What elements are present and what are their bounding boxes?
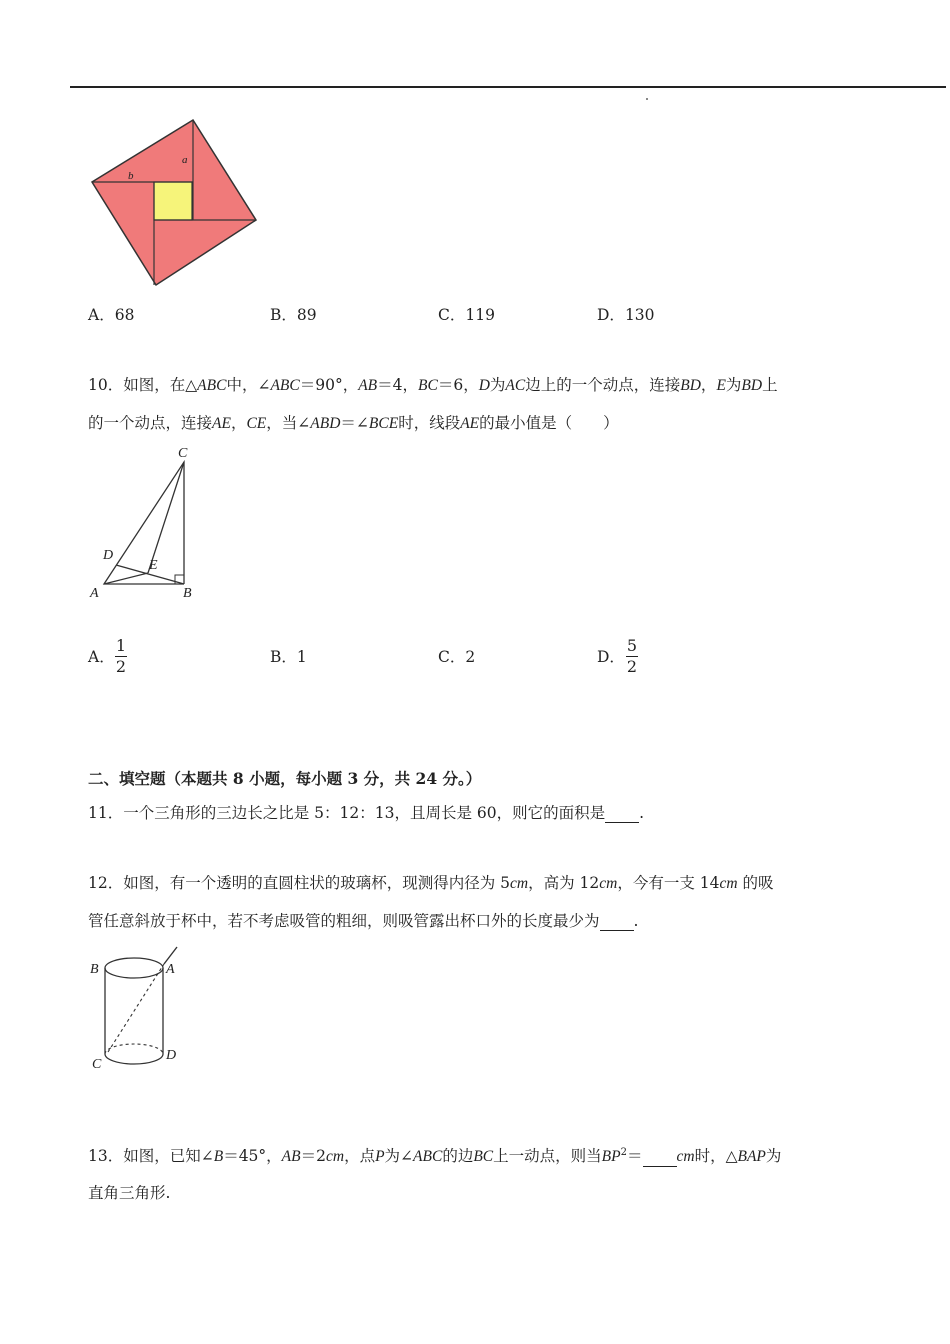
label-C: C (92, 1057, 102, 1072)
q10-option-a-fraction: 1 2 (115, 636, 127, 676)
q13-line-2: 直角三角形. (88, 1184, 171, 1202)
q11-answer-blank[interactable] (605, 822, 639, 823)
q10-option-d[interactable]: D． (597, 648, 625, 666)
q10-option-b[interactable]: B．1 (270, 648, 307, 666)
q10-option-a[interactable]: A． (88, 648, 115, 666)
inner-square (154, 182, 192, 220)
q9-option-d[interactable]: D．130 (597, 306, 655, 324)
label-B: B (183, 586, 192, 601)
q10-line-1: 10．如图，在△ABC中，∠ABC＝90°，AB＝4，BC＝6，D为AC边上的一个动点，连接BD，E为BD上 (88, 376, 778, 394)
q12-cylinder-figure (86, 942, 186, 1072)
q9-option-b[interactable]: B．89 (270, 306, 317, 324)
label-D: D (103, 548, 114, 563)
q13-line-1: 13．如图，已知∠B＝45°，AB＝2cm，点P为∠ABC的边BC上一动点，则当$BP^2=$ cm时，△BAP为 (88, 1147, 782, 1166)
q9-option-c[interactable]: C．119 (438, 306, 495, 324)
label-C: C (178, 446, 188, 461)
q9-square-figure (86, 112, 266, 290)
label-b: b (128, 170, 134, 182)
label-a: a (182, 154, 188, 166)
label-B: B (90, 962, 99, 977)
q10-line-2: 的一个动点，连接AE，CE，当∠ABD＝∠BCE时，线段AE的最小值是（ ） (88, 414, 619, 432)
label-E: E (149, 558, 158, 573)
q9-option-a[interactable]: A．68 (88, 306, 135, 324)
label-A: A (166, 962, 175, 977)
header-dot (646, 98, 648, 100)
label-A: A (90, 586, 99, 601)
section-2-heading: 二、填空题（本题共 8 小题，每小题 3 分，共 24 分。） (88, 769, 482, 788)
q11-text: 11．一个三角形的三边长之比是 5：12：13，且周长是 60，则它的面积是 . (88, 804, 645, 822)
q10-option-c[interactable]: C．2 (438, 648, 476, 666)
q13-answer-blank[interactable] (643, 1166, 677, 1167)
q10-option-d-fraction: 5 2 (626, 636, 638, 676)
q10-triangle-figure (86, 440, 206, 602)
q12-line-2: 管任意斜放于杯中，若不考虑吸管的粗细，则吸管露出杯口外的长度最少为 . (88, 912, 639, 930)
q12-answer-blank[interactable] (600, 930, 634, 931)
label-D: D (166, 1048, 177, 1063)
header-rule (70, 86, 946, 88)
q12-line-1: 12．如图，有一个透明的直圆柱状的玻璃杯，现测得内径为 5cm，高为 12cm，今有一支 14cm 的吸 (88, 874, 774, 892)
